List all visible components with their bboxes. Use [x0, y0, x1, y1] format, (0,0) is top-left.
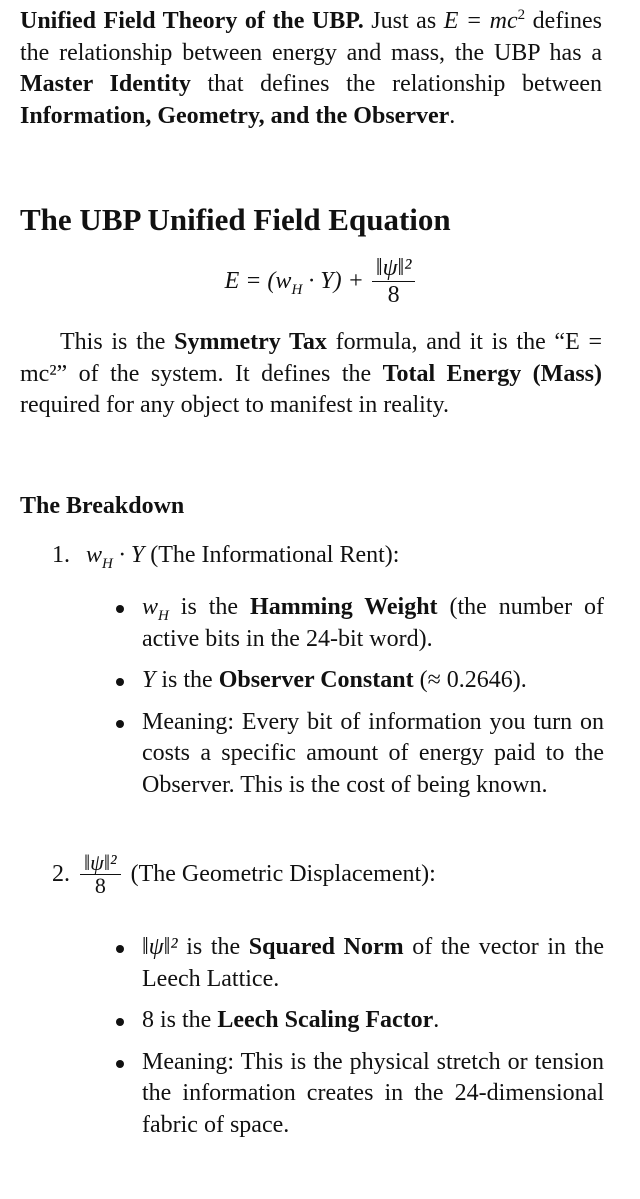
para2-text-1: This is the — [60, 329, 175, 355]
item2-fraction — [80, 852, 121, 897]
intro-lead: Unified Field Theory of the UBP. — [20, 8, 364, 34]
bullet-math: 8 — [142, 1007, 154, 1033]
bullet-text: of the vector in the Leech Lattice. — [142, 934, 604, 992]
eq-mid: · Y) + — [302, 267, 364, 294]
list-item — [112, 932, 604, 995]
bullet-icon — [116, 1060, 124, 1068]
total-energy: Total Energy (Mass) — [382, 360, 602, 387]
bullet-math-sub: H — [158, 607, 169, 624]
bullet-math: w — [142, 594, 159, 620]
bullet-icon — [116, 1018, 124, 1026]
item1-math-w: w — [86, 542, 103, 568]
intro-text-1: Just as — [363, 8, 444, 34]
symmetry-tax: Symmetry Tax — [174, 329, 327, 355]
bullet-text: is the — [168, 594, 251, 620]
list-item — [112, 707, 604, 802]
list-item — [112, 1005, 604, 1037]
intro-paragraph — [20, 6, 602, 132]
para2-text-3: required for any object to manifest in reality. — [20, 392, 449, 418]
item2-frac-num: ‖ψ‖² — [80, 852, 121, 875]
bullet-icon — [116, 678, 124, 686]
bullet-math: ‖ψ‖² — [142, 934, 178, 960]
intro-text-3: that defines the relationship between — [190, 71, 602, 97]
eq-frac-den: 8 — [387, 282, 400, 308]
breakdown-item-1 — [52, 540, 612, 572]
bullet-text: . — [433, 1007, 440, 1033]
item2-bullets — [112, 932, 604, 1151]
breakdown-title: The Breakdown — [20, 493, 185, 519]
bullet-text: (the number of active bits in the 24-bit word). — [142, 594, 604, 652]
bullet-icon — [116, 605, 124, 613]
bullet-icon — [116, 945, 124, 953]
list-item — [112, 1047, 604, 1142]
bullet-icon — [116, 720, 124, 728]
item1-bullets — [112, 592, 604, 811]
item1-math-rest: · Y — [112, 542, 145, 568]
list-item — [112, 592, 604, 655]
bullet-text: Meaning: This is the physical stretch or tension the information creates in the 24-dimensional fabric of space. — [142, 1048, 604, 1138]
bullet-text: is the — [154, 1007, 218, 1033]
intro-text-4: . — [449, 102, 456, 129]
eq-sub-h: H — [291, 281, 303, 298]
bullet-math: Y — [142, 667, 156, 693]
eq-lhs: E = (w — [224, 267, 292, 294]
eq-fraction — [372, 255, 416, 308]
item2-frac-den: 8 — [94, 873, 106, 898]
eq-frac-num: ‖ψ‖² — [372, 255, 416, 282]
para2-text-2: formula, and it is the “E = mc²” of the system. It defines the — [20, 329, 602, 387]
formula-exp: 2 — [517, 7, 526, 23]
master-identity: Master Identity — [20, 71, 191, 97]
bullet-bold: Observer Constant — [218, 667, 414, 693]
item1-math-sub: H — [102, 555, 113, 572]
bullet-text: (≈ 0.2646). — [413, 667, 527, 693]
item2-label: (The Geometric Displacement): — [130, 860, 436, 887]
section-title: The UBP Unified Field Equation — [20, 202, 451, 237]
formula-eq: = mc — [458, 8, 518, 34]
symmetry-tax-paragraph — [20, 327, 602, 422]
intro-text-2: defines the relationship between energy and mass, the UBP has a — [20, 8, 602, 66]
list-item — [112, 665, 604, 697]
unified-field-equation — [0, 255, 640, 308]
bullet-bold: Hamming Weight — [250, 594, 438, 620]
breakdown-item-2 — [52, 852, 612, 897]
item-number: 1. — [52, 542, 70, 568]
item-number: 2. — [52, 860, 70, 887]
bullet-text: is the — [177, 934, 249, 960]
bullet-bold: Squared Norm — [248, 934, 404, 960]
bullet-text: Meaning: Every bit of information you turn on costs a specific amount of energy paid to the Observer. This is the cost of being known. — [142, 708, 604, 798]
bullet-bold: Leech Scaling Factor — [217, 1007, 434, 1033]
info-geometry-observer: Information, Geometry, and the Observer — [20, 102, 450, 129]
formula-e: E — [443, 8, 459, 34]
item1-label: (The Informational Rent): — [144, 542, 400, 568]
bullet-text: is the — [155, 667, 219, 693]
